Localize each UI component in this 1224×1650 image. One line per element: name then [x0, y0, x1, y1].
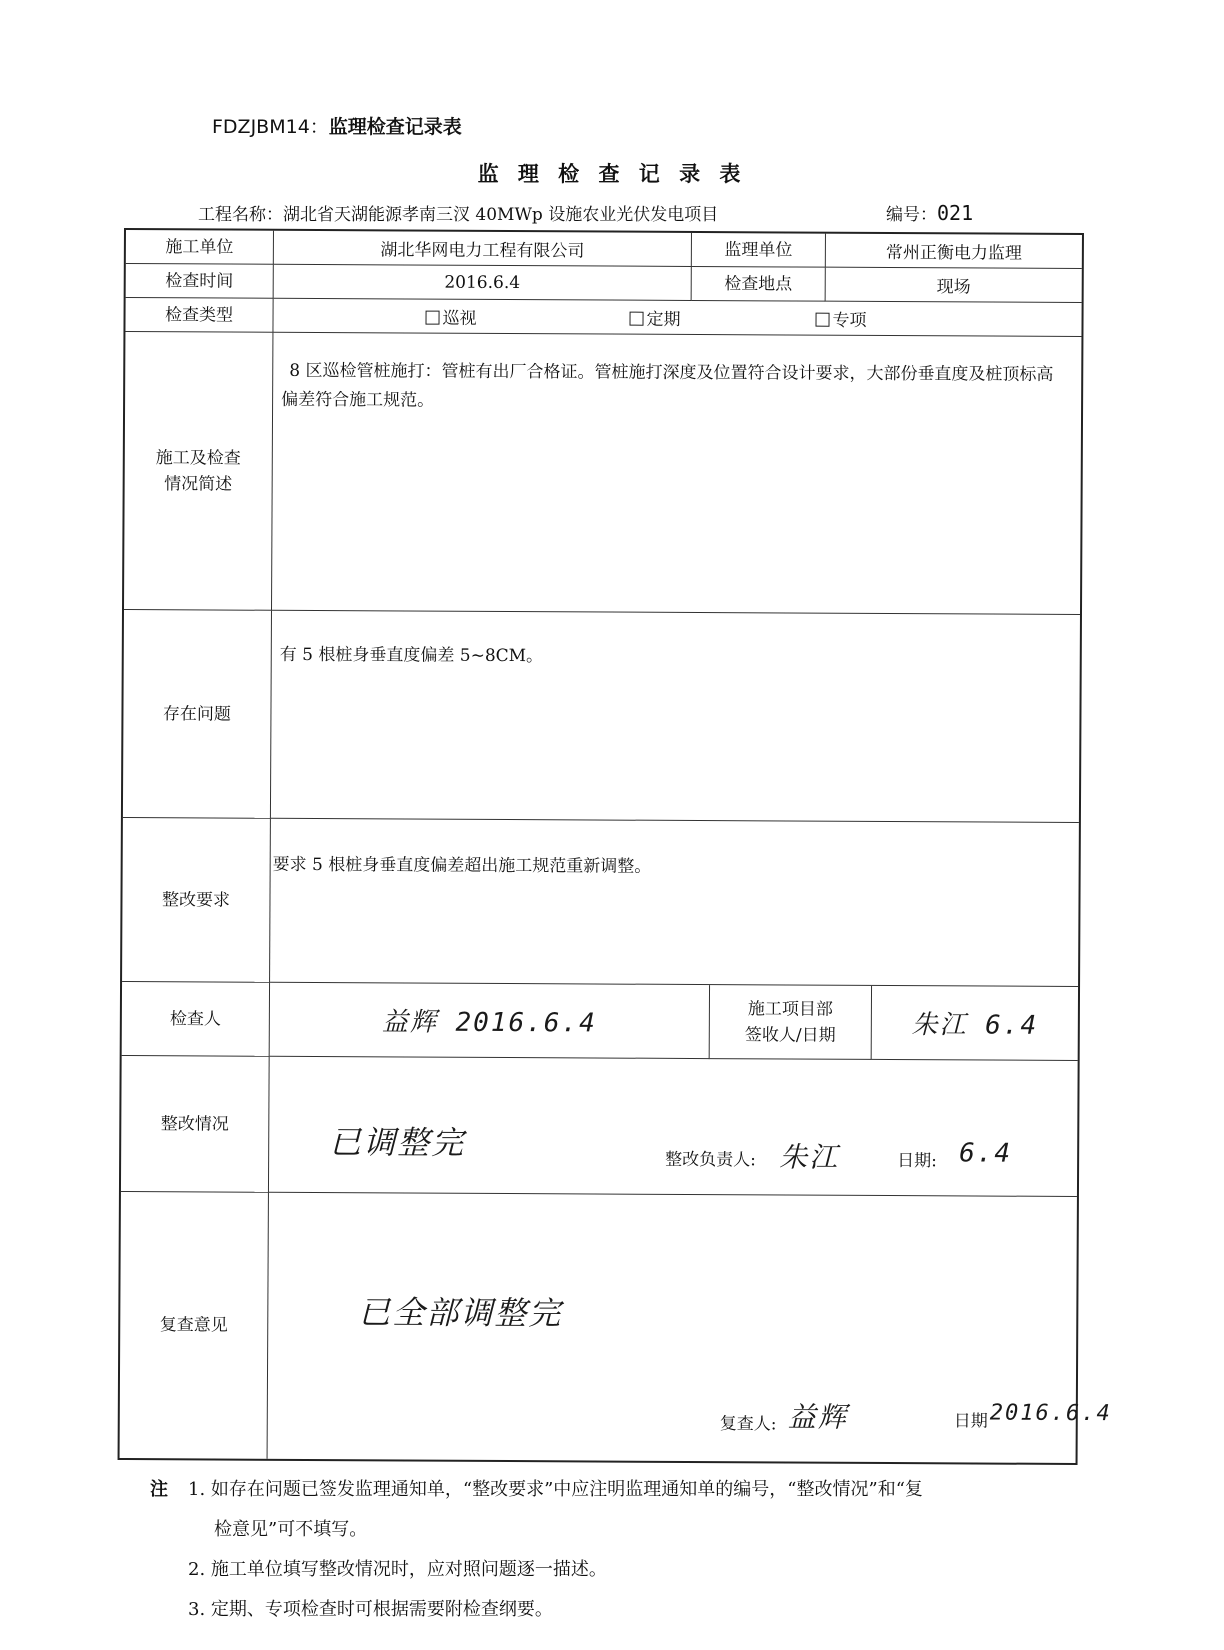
inspection-type-options [273, 299, 1081, 337]
inspection-type-label: 检查类型 [125, 298, 273, 333]
checkbox-icon [629, 312, 643, 326]
checkbox-icon [815, 313, 829, 327]
inspector-label: 检查人 [122, 982, 270, 1057]
checkbox-icon [425, 311, 439, 325]
inspector-signature: 益辉 2016.6.4 [381, 1007, 597, 1039]
note-item-3: 3. 定期、专项检查时可根据需要附检查纲要。 [188, 1599, 553, 1620]
problems-text: 有 5 根桩身垂直度偏差 5~8CM。 [279, 644, 544, 667]
description-text: 8 区巡检管桩施打：管桩有出厂合格证。管桩施打深度及位置符合设计要求，大部份垂直度及桩顶标高偏差符合施工规范。 [281, 360, 1054, 411]
receipt-label-line2: 签收人/日期 [744, 1024, 836, 1046]
description-cell [272, 333, 1081, 615]
document-code-title: 监理检查记录表 [328, 116, 462, 138]
reviewer-signature: 益辉 [787, 1400, 848, 1434]
option-periodic[interactable] [629, 305, 680, 330]
rectification-label: 整改情况 [121, 1056, 270, 1193]
serial-value: 021 [937, 201, 974, 225]
inspection-place-value: 现场 [826, 268, 1082, 303]
description-label-line2: 情况简述 [164, 473, 233, 495]
inspector-signature-cell [270, 983, 710, 1059]
document-code-prefix: FDZJBM14： [212, 116, 329, 138]
note-item-1-continued: 检意见”可不填写。 [214, 1519, 368, 1540]
contractor-label: 施工单位 [126, 230, 274, 265]
responsible-signature: 朱江 [779, 1140, 840, 1174]
requirements-label: 整改要求 [122, 818, 271, 983]
review-label: 复查意见 [120, 1192, 269, 1459]
inspection-time-label: 检查时间 [126, 264, 274, 299]
option-periodic-label: 定期 [646, 309, 681, 330]
serial-label: 编号： [886, 205, 937, 225]
problems-cell [271, 611, 1080, 823]
responsible-label: 整改负责人: [665, 1149, 756, 1171]
option-patrol[interactable] [425, 304, 476, 329]
rectification-cell [269, 1057, 1078, 1197]
notes-head: 注 [150, 1479, 168, 1500]
receipt-label [710, 985, 872, 1060]
contractor-value: 湖北华网电力工程有限公司 [274, 231, 692, 267]
document-code [212, 112, 462, 139]
form-title: 监 理 检 查 记 录 表 [477, 162, 747, 186]
rectification-date-value: 6.4 [959, 1138, 1013, 1169]
inspection-time-value: 2016.6.4 [274, 265, 692, 301]
rectification-handwriting: 已调整完 [329, 1123, 466, 1162]
inspection-form-table [118, 228, 1112, 1465]
description-label-line1: 施工及检查 [155, 447, 241, 469]
project-name: 湖北省天湖能源孝南三汊 40MWp 设施农业光伏发电项目 [283, 205, 719, 225]
review-handwriting: 已全部调整完 [358, 1293, 563, 1333]
description-label [124, 332, 273, 611]
review-cell [268, 1193, 1112, 1463]
receipt-signature: 朱江 6.4 [911, 1010, 1039, 1041]
serial-number [886, 200, 973, 225]
reviewer-label: 复查人: [719, 1414, 777, 1435]
option-special[interactable] [815, 306, 866, 331]
review-date-value: 2016.6.4 [989, 1400, 1112, 1427]
problems-label: 存在问题 [123, 610, 272, 819]
option-patrol-label: 巡视 [442, 308, 477, 329]
note-item-2: 2. 施工单位填写整改情况时，应对照问题逐一描述。 [188, 1559, 607, 1580]
project-label: 工程名称： [198, 205, 283, 225]
review-date-label: 日期 [953, 1411, 988, 1432]
supervisor-value: 常州正衡电力监理 [826, 234, 1082, 269]
receipt-signature-cell [872, 986, 1078, 1061]
project-line [198, 200, 718, 225]
supervisor-label: 监理单位 [692, 233, 826, 268]
option-special-label: 专项 [832, 310, 867, 331]
note-item-1: 1. 如存在问题已签发监理通知单，“整改要求”中应注明监理通知单的编号，“整改情况”和“复 [188, 1479, 923, 1500]
receipt-label-line1: 施工项目部 [747, 998, 833, 1020]
rectification-date-label: 日期: [897, 1151, 937, 1172]
requirements-text: 要求 5 根桩身垂直度偏差超出施工规范重新调整。 [272, 854, 652, 877]
inspection-place-label: 检查地点 [692, 267, 826, 302]
requirements-cell [270, 819, 1079, 987]
